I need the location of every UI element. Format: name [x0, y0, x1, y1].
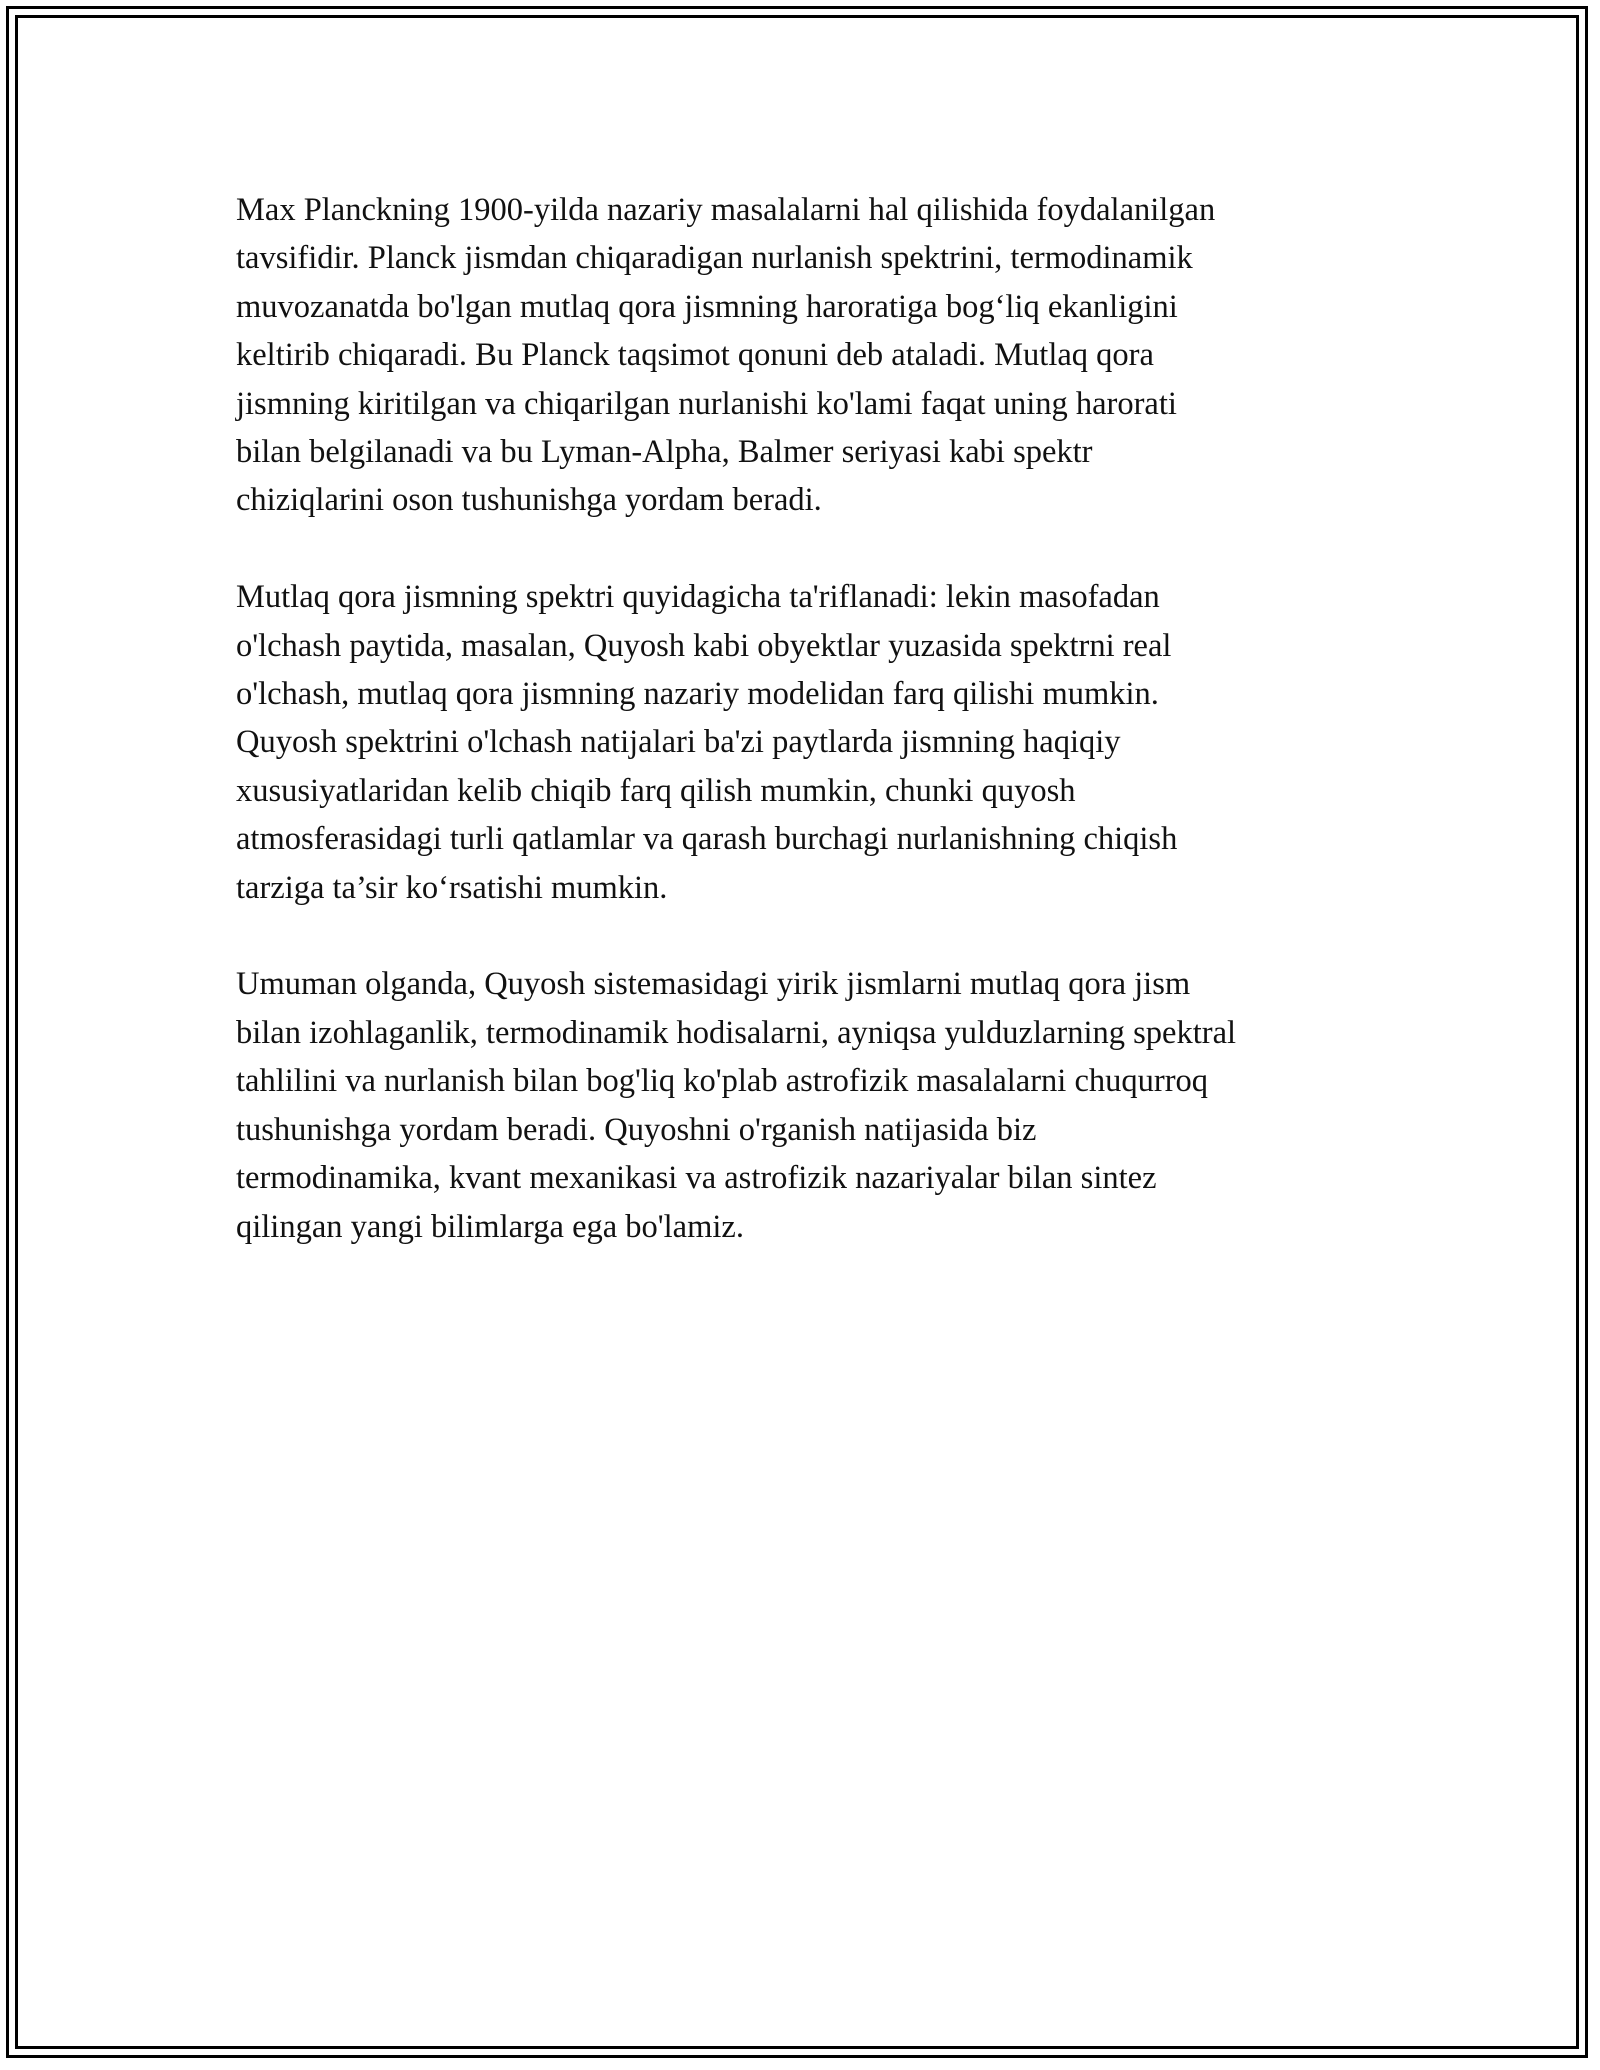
text-line: xususiyatlaridan kelib chiqib farq qilish mumkin, chunki quyosh: [236, 772, 1076, 809]
text-line: keltirib chiqaradi. Bu Planck taqsimot qonuni deb ataladi. Mutlaq qora: [236, 337, 1154, 374]
text-line: bilan belgilanadi va bu Lyman-Alpha, Balmer seriyasi kabi spektr: [236, 434, 1093, 471]
text-line: o'lchash, mutlaq qora jismning nazariy modelidan farq qilishi mumkin.: [236, 676, 1159, 713]
text-line: tavsifidir. Planck jismdan chiqaradigan nurlanish spektrini, termodinamik: [236, 240, 1193, 277]
text-line: Max Planckning 1900-yilda nazariy masalalarni hal qilishida foydalanilgan: [236, 192, 1216, 228]
paragraph-3: [236, 960, 1416, 1250]
text-line: termodinamika, kvant mexanikasi va astrofizik nazariyalar bilan sintez: [236, 1160, 1157, 1197]
text-line: qilingan yangi bilimlarga ega bo'lamiz.: [236, 1208, 744, 1245]
document-body: [236, 186, 1416, 1299]
text-line: chiziqlarini oson tushunishga yordam beradi.: [236, 482, 822, 519]
text-line: muvozanatda bo'lgan mutlaq qora jismning haroratiga bog‘liq ekanligini: [236, 288, 1178, 325]
text-line: jismning kiritilgan va chiqarilgan nurlanishi ko'lami faqat uning harorati: [236, 385, 1177, 422]
text-line: tarziga ta’sir ko‘rsatishi mumkin.: [236, 869, 668, 906]
text-line: atmosferasidagi turli qatlamlar va qarash burchagi nurlanishning chiqish: [236, 821, 1178, 858]
text-line: tahlilini va nurlanish bilan bog'liq ko'plab astrofizik masalalarni chuqurroq: [236, 1063, 1209, 1100]
text-line: Mutlaq qora jismning spektri quyidagicha ta'riflanadi: lekin masofadan: [236, 579, 1160, 616]
text-line: o'lchash paytida, masalan, Quyosh kabi obyektlar yuzasida spektrni real: [236, 627, 1172, 664]
text-line: tushunishga yordam beradi. Quyoshni o'rganish natijasida biz: [236, 1111, 1037, 1148]
paragraph-1: [236, 186, 1416, 525]
text-line: bilan izohlaganlik, termodinamik hodisalarni, ayniqsa yulduzlarning spektral: [236, 1014, 1237, 1051]
text-line: Quyosh spektrini o'lchash natijalari ba'zi paytlarda jismning haqiqiy: [236, 724, 1121, 761]
paragraph-2: [236, 573, 1416, 912]
text-line: Umuman olganda, Quyosh sistemasidagi yirik jismlarni mutlaq qora jism: [236, 966, 1191, 1003]
